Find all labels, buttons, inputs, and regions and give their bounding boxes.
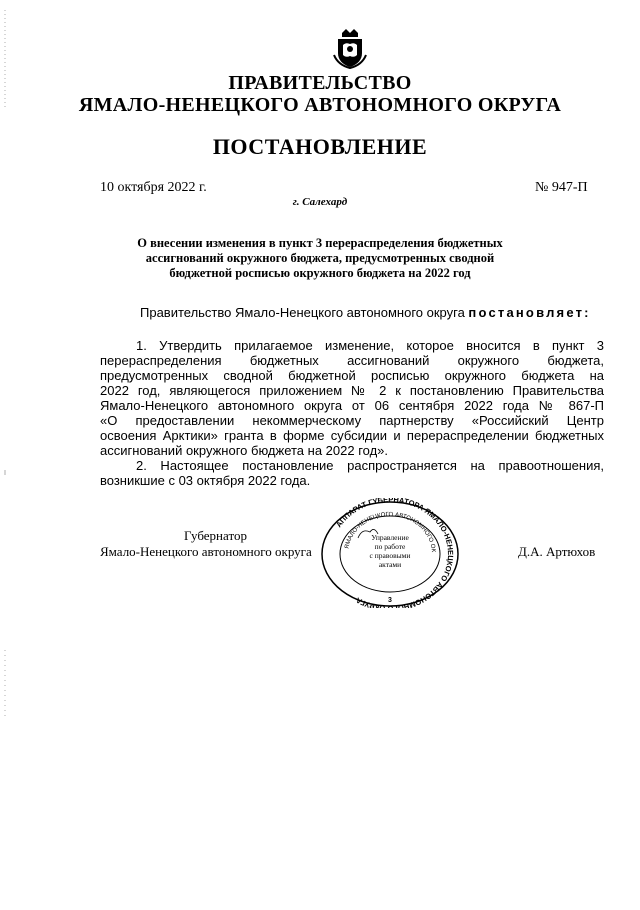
document-number: № 947-П	[535, 180, 588, 195]
document-title	[120, 236, 520, 281]
document-title-line: О внесении изменения в пункт 3 перераспределения бюджетных	[137, 236, 503, 250]
document-title-line: ассигнований окружного бюджета, предусмотренных сводной	[145, 251, 495, 265]
paragraph-line: 1. Утвердить прилагаемое изменение, которое вносится в пункт 3	[136, 338, 604, 353]
paragraph-line: «О предоставлении некоммерческому партнерству «Российский Центр	[100, 413, 604, 428]
paragraph-line: Ямало-Ненецкого автономного округа от 06 сентября 2022 года № 867-П	[100, 398, 604, 413]
stamp-center-line: с правовыми	[369, 551, 411, 560]
intro-emphasis: постановляет:	[468, 305, 591, 320]
paragraph-line: предусмотренных сводной бюджетной росписью окружного бюджета на	[100, 368, 604, 383]
document-city: г. Салехард	[292, 196, 348, 208]
intro-text: Правительство Ямало-Ненецкого автономного округа	[140, 305, 469, 320]
stamp-outer-text: АППАРАТ ГУБЕРНАТОРА ЯМАЛО-НЕНЕЦКОГО АВТОНОМНО КРУГА	[334, 498, 456, 608]
stamp-center-line: по работе	[374, 542, 406, 551]
official-stamp	[318, 498, 462, 608]
stamp-center-line: Управление	[371, 533, 409, 542]
signatory-title: Губернатор	[184, 528, 247, 543]
paragraph-line: 2. Настоящее постановление распространяется на правоотношения,	[136, 458, 604, 473]
stamp-center-line: актами	[378, 560, 402, 569]
paragraph-line: перераспределения бюджетных ассигнований окружного бюджета,	[100, 353, 604, 368]
stamp-inner-text: ЯМАЛО-НЕНЕЦКОГО АВТОНОМНОГО ОК	[344, 511, 436, 553]
signatory-name: Д.А. Артюхов	[518, 544, 596, 559]
government-name-line2: ЯМАЛО-НЕНЕЦКОГО АВТОНОМНОГО ОКРУГА	[78, 94, 562, 116]
paragraph-line: возникшие с 03 октября 2022 года.	[100, 473, 311, 488]
document-type-heading: ПОСТАНОВЛЕНИЕ	[212, 134, 428, 159]
government-name-line1: ПРАВИТЕЛЬСТВО	[228, 72, 412, 94]
coat-of-arms-emblem	[332, 25, 368, 69]
paragraph-line: 2022 год, являющегося приложением № 2 к постановлению Правительства	[100, 383, 604, 398]
stamp-number: 3	[388, 597, 392, 604]
paragraph-2	[100, 458, 604, 488]
paragraph-1	[100, 338, 604, 458]
paragraph-line: ассигнований окружного бюджета на 2022 год».	[100, 443, 389, 458]
signatory-organization: Ямало-Ненецкого автономного округа	[100, 544, 312, 559]
paragraph-line: освоения Арктики» гранта в форме субсидии и перераспределении бюджетных	[100, 428, 604, 443]
document-title-line: бюджетной росписью окружного бюджета на 2022 год	[169, 266, 471, 280]
resolution-intro	[140, 305, 591, 320]
document-date: 10 октября 2022 г.	[100, 180, 207, 195]
